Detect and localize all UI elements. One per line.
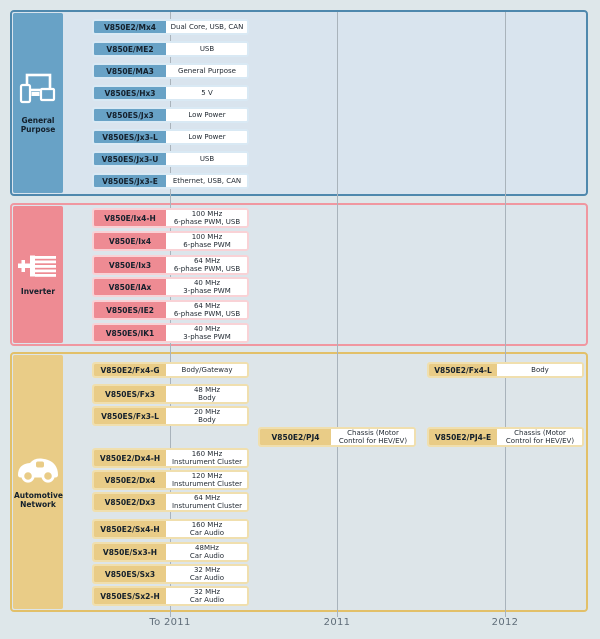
motor-icon [16, 253, 60, 283]
spec-box [167, 408, 247, 424]
spec-line: USB [199, 154, 215, 163]
product-row [427, 362, 584, 378]
spec-line: Low Power [188, 132, 226, 141]
spec-box [167, 544, 247, 560]
spec-line: 100 MHz [191, 209, 223, 218]
product-row [92, 448, 249, 468]
model-label: V850ES/IK1 [94, 325, 167, 341]
model-label: V850E2/PJ4 [260, 429, 332, 445]
spec-line: 64 MHz [193, 301, 221, 310]
axis-label-to-2011: To 2011 [149, 617, 191, 628]
product-row [92, 323, 249, 343]
spec-box [167, 87, 247, 99]
model-label: V850E2/Dx4-H [94, 450, 167, 466]
model-label: V850E2/Dx3 [94, 494, 167, 510]
devices-icon [18, 72, 58, 112]
spec-line: Insturument Cluster [171, 502, 243, 510]
model-label: V850E/Ix4 [94, 233, 167, 249]
spec-line: Control for HEV/EV) [338, 437, 408, 445]
product-row [92, 362, 249, 378]
panel-general-purpose [10, 10, 588, 196]
spec-box [167, 472, 247, 488]
model-label: V850E2/Sx4-H [94, 521, 167, 537]
spec-box [167, 257, 247, 273]
spec-line: USB [199, 44, 215, 53]
spec-line: Chassis (Motor [514, 428, 566, 437]
model-label: V850E/Sx3-H [94, 544, 167, 560]
model-label: V850E/ME2 [94, 43, 167, 55]
product-row [92, 492, 249, 512]
spec-line: 40 MHz [193, 324, 221, 333]
product-row [92, 107, 249, 123]
spec-box [167, 131, 247, 143]
spec-box [167, 364, 247, 376]
spec-line: Control for HEV/EV) [505, 437, 575, 445]
spec-line: Car Audio [189, 529, 225, 537]
product-row [92, 231, 249, 251]
spec-box [498, 364, 582, 376]
spec-line: Body [198, 416, 216, 424]
spec-box [167, 43, 247, 55]
spec-box [167, 386, 247, 402]
product-row [92, 470, 249, 490]
spec-box [167, 450, 247, 466]
spec-line: 32 MHz [193, 587, 221, 596]
model-label: V850ES/Jx3-L [94, 131, 167, 143]
model-label: V850E2/PJ4-E [429, 429, 498, 445]
spec-box [167, 233, 247, 249]
spec-line: 3-phase PWM [183, 333, 231, 341]
spec-line: 6-phase PWM, USB [173, 265, 241, 273]
spec-line: Body [531, 365, 549, 374]
model-label: V850E/Ix3 [94, 257, 167, 273]
product-row [92, 173, 249, 189]
category-automotive-network [13, 355, 63, 609]
product-row [92, 277, 249, 297]
product-row [92, 129, 249, 145]
spec-line: 48MHz [195, 543, 219, 552]
model-label: V850E2/Fx4-G [94, 364, 167, 376]
spec-line: Body/Gateway [181, 365, 233, 374]
spec-line: 120 MHz [191, 471, 223, 480]
spec-line: 6-phase PWM, USB [173, 310, 241, 318]
spec-box [167, 109, 247, 121]
spec-line: Low Power [188, 110, 226, 119]
spec-line: 160 MHz [191, 520, 223, 529]
spec-box [332, 429, 414, 445]
axis-label-2012: 2012 [491, 617, 519, 628]
product-row [92, 300, 249, 320]
product-row [92, 542, 249, 562]
spec-line: General Purpose [178, 66, 236, 75]
model-label: V850ES/IE2 [94, 302, 167, 318]
model-label: V850ES/Jx3-U [94, 153, 167, 165]
spec-line: Car Audio [189, 596, 225, 604]
spec-box [167, 21, 247, 33]
spec-line: Car Audio [189, 552, 225, 560]
model-label: V850ES/Hx3 [94, 87, 167, 99]
spec-box [167, 279, 247, 295]
model-label: V850E2/Fx4-L [429, 364, 498, 376]
axis-label-2011: 2011 [323, 617, 351, 628]
model-label: V850ES/Jx3 [94, 109, 167, 121]
category-label: Inverter [20, 287, 56, 296]
gridline-2012 [505, 12, 506, 617]
spec-box [167, 588, 247, 604]
product-row [92, 63, 249, 79]
product-row [92, 41, 249, 57]
spec-box [167, 210, 247, 226]
spec-box [167, 325, 247, 341]
spec-box [167, 175, 247, 187]
spec-line: Insturument Cluster [171, 458, 243, 466]
spec-box [167, 566, 247, 582]
model-label: V850ES/Fx3 [94, 386, 167, 402]
category-general-purpose [13, 13, 63, 193]
spec-box [167, 302, 247, 318]
spec-line: Body [198, 394, 216, 402]
category-inverter [13, 206, 63, 343]
model-label: V850E2/Mx4 [94, 21, 167, 33]
product-row [92, 208, 249, 228]
product-row [92, 384, 249, 404]
model-label: V850E/Ix4-H [94, 210, 167, 226]
spec-line: Chassis (Motor [347, 428, 399, 437]
product-row [92, 151, 249, 167]
product-row [258, 427, 416, 447]
spec-line: 48 MHz [193, 385, 221, 394]
spec-line: 64 MHz [193, 256, 221, 265]
spec-line: Insturument Cluster [171, 480, 243, 488]
spec-line: Car Audio [189, 574, 225, 582]
spec-line: 3-phase PWM [183, 287, 231, 295]
model-label: V850ES/Fx3-L [94, 408, 167, 424]
spec-box [167, 494, 247, 510]
spec-line: 100 MHz [191, 232, 223, 241]
spec-line: 64 MHz [193, 493, 221, 502]
category-label: General Purpose [20, 116, 56, 134]
product-row [92, 85, 249, 101]
product-row [427, 427, 584, 447]
model-label: V850ES/Sx2-H [94, 588, 167, 604]
model-label: V850E/MA3 [94, 65, 167, 77]
spec-line: 160 MHz [191, 449, 223, 458]
model-label: V850ES/Jx3-E [94, 175, 167, 187]
spec-line: 40 MHz [193, 278, 221, 287]
spec-line: 20 MHz [193, 407, 221, 416]
product-row [92, 19, 249, 35]
spec-line: 5 V [201, 88, 213, 97]
spec-box [167, 521, 247, 537]
spec-line: Ethernet, USB, CAN [172, 176, 242, 185]
spec-box [498, 429, 582, 445]
model-label: V850ES/Sx3 [94, 566, 167, 582]
product-row [92, 586, 249, 606]
product-row [92, 255, 249, 275]
category-label: Automotive Network [14, 491, 63, 509]
gridline-2011 [337, 12, 338, 617]
model-label: V850E/IAx [94, 279, 167, 295]
spec-line: 6-phase PWM, USB [173, 218, 241, 226]
spec-box [167, 153, 247, 165]
product-row [92, 406, 249, 426]
product-row [92, 519, 249, 539]
car-icon [15, 455, 61, 487]
spec-line: 32 MHz [193, 565, 221, 574]
spec-box [167, 65, 247, 77]
product-row [92, 564, 249, 584]
spec-line: 6-phase PWM [183, 241, 231, 249]
spec-line: Dual Core, USB, CAN [170, 22, 244, 31]
model-label: V850E2/Dx4 [94, 472, 167, 488]
